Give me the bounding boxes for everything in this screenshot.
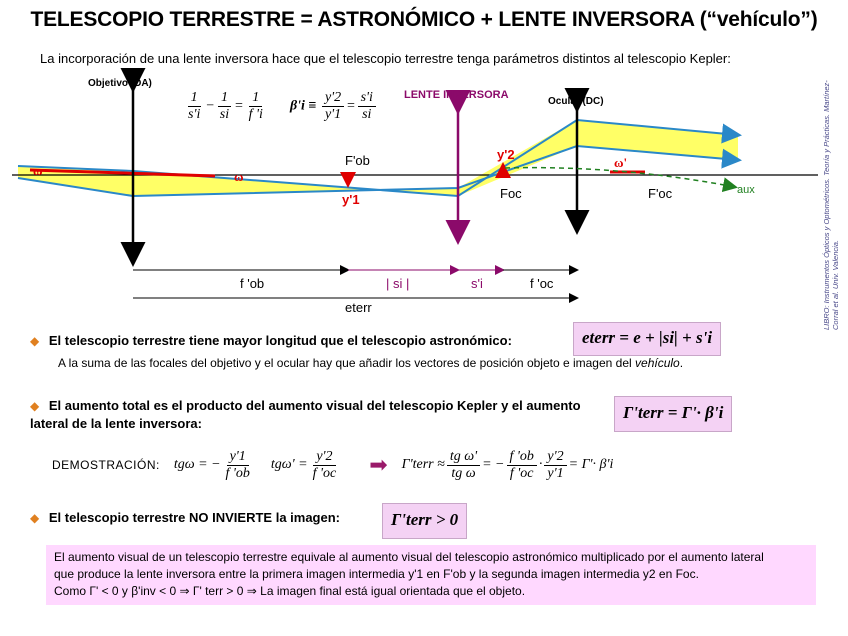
aux-label: aux bbox=[737, 184, 755, 196]
bullet-3-text: El telescopio terrestre NO INVIERTE la imagen: bbox=[48, 510, 341, 525]
y2-label: y'2 bbox=[497, 147, 515, 162]
bullet-1-text: El telescopio terrestre tiene mayor longitud que el telescopio astronómico: bbox=[48, 333, 512, 348]
bullet-1 bbox=[30, 333, 512, 348]
omega-in-label: ω bbox=[33, 163, 43, 178]
F-oc-prime-label: F'oc bbox=[648, 186, 673, 201]
ocular-label: Ocular (DC) bbox=[548, 96, 604, 107]
bullet-1-sub: A la suma de las focales del objetivo y el ocular hay que añadir los vectores de posición objeto e imagen del vehículo. bbox=[58, 356, 684, 370]
e-terr-label: eterr bbox=[345, 300, 372, 315]
f-ob-dim-label: f 'ob bbox=[240, 276, 265, 291]
no-inversion-formula: Γ'terr > 0 bbox=[382, 503, 467, 539]
e-terr-formula: eterr = e + |si| + s'i bbox=[573, 322, 721, 356]
demonstration: DEMOSTRACIÓN: tgω = − $\frac{y'1}{f 'ob}$ tgω' = $\frac{y'2}{f 'oc}$ ➡ Γ'terr ≈ $\frac{\text{tg ω'}}{\text{tg ω}}$ = − $\frac{f 'ob}{f 'oc}$ · $\frac{y'2}{y'1}$ = Γ'· β'i bbox=[52, 448, 614, 481]
gamma-terr-formula: Γ'terr = Γ'· β'i bbox=[614, 396, 732, 432]
bullet-marker: ◆ bbox=[30, 399, 40, 413]
inversor-label: LENTE INVERSORA bbox=[404, 89, 509, 101]
bullet-3 bbox=[30, 510, 340, 525]
telescope-diagram bbox=[0, 66, 820, 316]
lens-equation: $\frac{1}{s'i}$ − $\frac{1}{si}$ = $\frac{1}{f 'i}$ bbox=[188, 90, 263, 122]
f-oc-dim-label: f 'oc bbox=[530, 276, 554, 291]
beta-equation: β'i ≡ $\frac{y'2}{y'1}$ = $\frac{s'i}{si}$ bbox=[290, 90, 378, 123]
bullet-marker: ◆ bbox=[30, 334, 40, 348]
F-ob-label: F'ob bbox=[345, 153, 370, 168]
summary-line-1: El aumento visual de un telescopio terrestre equivale al aumento visual del telescopio astronómico multiplicado por el aumento lateral bbox=[54, 550, 764, 564]
si-prime-dim-label: s'i bbox=[471, 276, 483, 291]
si-dim-label: | si | bbox=[386, 276, 410, 291]
book-credit: LIBRO: Instrumentos Ópticos y Optométricos. Teoría y Prácticas. Martínez-Corral et al. Univ. Valencia. bbox=[822, 80, 840, 330]
summary-line-3: Como Γ' < 0 y β'inv < 0 ⇒ Γ' terr > 0 ⇒ La imagen final está igual orientada que el objeto. bbox=[54, 584, 526, 598]
page-title: TELESCOPIO TERRESTRE = ASTRONÓMICO + LENTE INVERSORA (“vehículo”) bbox=[30, 8, 818, 31]
objective-label: Objetivo (DA) bbox=[88, 78, 152, 89]
F-oc-label: Foc bbox=[500, 186, 522, 201]
bullet-2-text: El aumento total es el producto del aumento visual del telescopio Kepler y el aumento lateral de la lente inversora: bbox=[30, 398, 581, 431]
summary-line-2: que produce la lente inversora entre la primera imagen intermedia y'1 en F'ob y la segunda imagen intermedia y2 en Foc. bbox=[54, 567, 699, 581]
bullet-marker: ◆ bbox=[30, 511, 40, 525]
intro-text: La incorporación de una lente inversora hace que el telescopio terrestre tenga parámetros distintos al telescopio Kepler: bbox=[40, 51, 731, 66]
implies-arrow: ➡ bbox=[369, 452, 388, 477]
y1-label: y'1 bbox=[342, 192, 360, 207]
omega-prime-label: ω' bbox=[614, 155, 628, 170]
bullet-2 bbox=[30, 397, 600, 432]
omega-mid-label: ω bbox=[234, 169, 244, 184]
summary-box bbox=[46, 545, 816, 605]
